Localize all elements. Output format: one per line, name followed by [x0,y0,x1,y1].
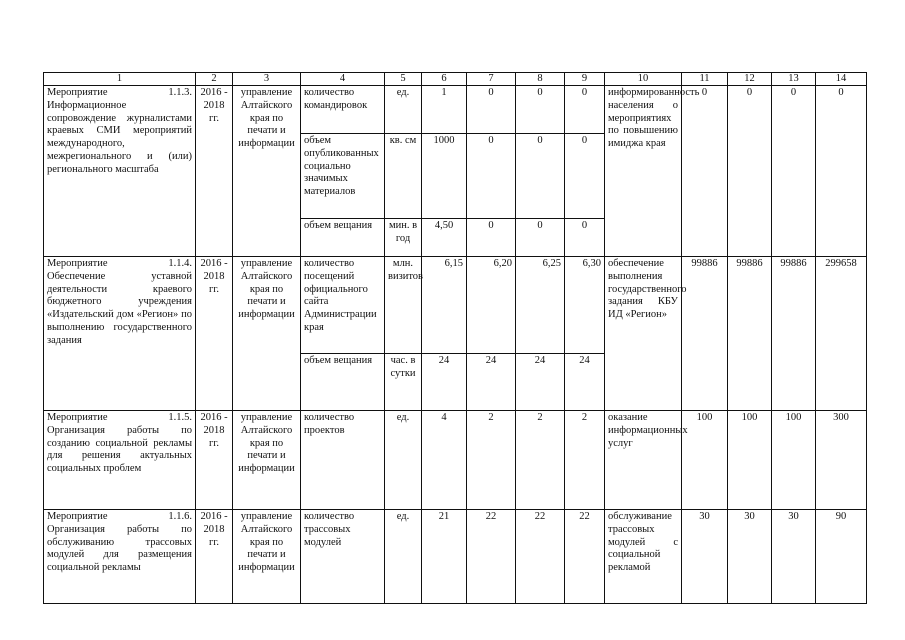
event-executor: управление Алтайского края по печати и информации [233,257,301,411]
funding-value: 100 [728,411,772,510]
event-name: Мероприятие 1.1.6. Организация работы по обслуживанию трассовых модулей для размещения социальной рекламы [44,510,196,604]
event-executor: управление Алтайского края по печати и информации [233,86,301,257]
indicator-value: 24 [565,354,605,411]
indicator-value: 0 [565,219,605,257]
funding-value: 99886 [772,257,816,411]
indicator-value: 22 [565,510,605,604]
table-row [44,86,867,134]
indicator-value: 22 [516,510,565,604]
funding-value: 99886 [682,257,728,411]
indicator-value: 2 [467,411,516,510]
indicator-value: 0 [516,134,565,219]
col-header-5: 5 [385,73,422,86]
indicator-value: 6,15 [422,257,467,354]
funding-value: 30 [772,510,816,604]
indicator-value: 2 [516,411,565,510]
indicator-value: 2 [565,411,605,510]
indicator-value: 6,20 [467,257,516,354]
event-result: информированность населения о мероприятиях по повышению имиджа края [605,86,682,257]
indicator-name: объем вещания [301,354,385,411]
funding-value: 0 [816,86,867,257]
indicator-value: 0 [516,86,565,134]
event-period: 2016 - 2018 гг. [196,257,233,411]
funding-value: 0 [772,86,816,257]
col-header-7: 7 [467,73,516,86]
indicator-name: количество посещений официального сайта Администрации края [301,257,385,354]
indicator-value: 1 [422,86,467,134]
funding-value: 100 [772,411,816,510]
indicator-value: 21 [422,510,467,604]
event-executor: управление Алтайского края по печати и информации [233,411,301,510]
funding-value: 30 [682,510,728,604]
indicator-value: 0 [565,134,605,219]
event-result: обеспечение выполнения государственного задания КБУ ИД «Регион» [605,257,682,411]
indicator-name: объем вещания [301,219,385,257]
event-name: Мероприятие 1.1.4. Обеспечение уставной деятельности краевого бюджетного учреждения «Издательский дом «Регион» по выполнению государственного задания [44,257,196,411]
funding-value: 300 [816,411,867,510]
event-result: обслуживание трассовых модулей с социальной рекламой [605,510,682,604]
indicator-unit: час. в сутки [385,354,422,411]
indicator-value: 24 [516,354,565,411]
col-header-1: 1 [44,73,196,86]
indicator-value: 0 [516,219,565,257]
funding-value: 0 [728,86,772,257]
col-header-10: 10 [605,73,682,86]
program-events-table [43,72,867,604]
event-period: 2016 - 2018 гг. [196,510,233,604]
table-row [44,411,867,510]
indicator-value: 24 [467,354,516,411]
indicator-name: объем опубликованных социально значимых материалов [301,134,385,219]
indicator-name: количество трассовых модулей [301,510,385,604]
col-header-13: 13 [772,73,816,86]
funding-value: 299658 [816,257,867,411]
indicator-value: 0 [467,219,516,257]
col-header-9: 9 [565,73,605,86]
col-header-12: 12 [728,73,772,86]
column-number-row [44,73,867,86]
indicator-value: 4 [422,411,467,510]
indicator-value: 0 [467,134,516,219]
indicator-name: количество командировок [301,86,385,134]
col-header-4: 4 [301,73,385,86]
indicator-unit: млн. визитов [385,257,422,354]
event-name: Мероприятие 1.1.5. Организация работы по созданию социальной рекламы для решения актуальных социальных проблем [44,411,196,510]
col-header-8: 8 [516,73,565,86]
event-executor: управление Алтайского края по печати и информации [233,510,301,604]
indicator-value: 22 [467,510,516,604]
funding-value: 30 [728,510,772,604]
event-result: оказание информационных услуг [605,411,682,510]
indicator-unit: кв. см [385,134,422,219]
col-header-2: 2 [196,73,233,86]
indicator-value: 6,30 [565,257,605,354]
indicator-value: 24 [422,354,467,411]
indicator-value: 4,50 [422,219,467,257]
indicator-unit: ед. [385,86,422,134]
indicator-unit: ед. [385,411,422,510]
event-period: 2016 - 2018 гг. [196,86,233,257]
col-header-11: 11 [682,73,728,86]
indicator-value: 0 [565,86,605,134]
col-header-6: 6 [422,73,467,86]
indicator-value: 1000 [422,134,467,219]
funding-value: 0 [682,86,728,257]
indicator-name: количество проектов [301,411,385,510]
event-name: Мероприятие 1.1.3. Информационное сопровождение журналистами краевых СМИ мероприятий международного, межрегионального и (или) регионального масштаба [44,86,196,257]
indicator-value: 0 [467,86,516,134]
indicator-value: 6,25 [516,257,565,354]
indicator-unit: ед. [385,510,422,604]
funding-value: 100 [682,411,728,510]
indicator-unit: мин. в год [385,219,422,257]
table-row [44,257,867,354]
col-header-14: 14 [816,73,867,86]
col-header-3: 3 [233,73,301,86]
funding-value: 99886 [728,257,772,411]
event-period: 2016 - 2018 гг. [196,411,233,510]
table-row [44,510,867,604]
funding-value: 90 [816,510,867,604]
